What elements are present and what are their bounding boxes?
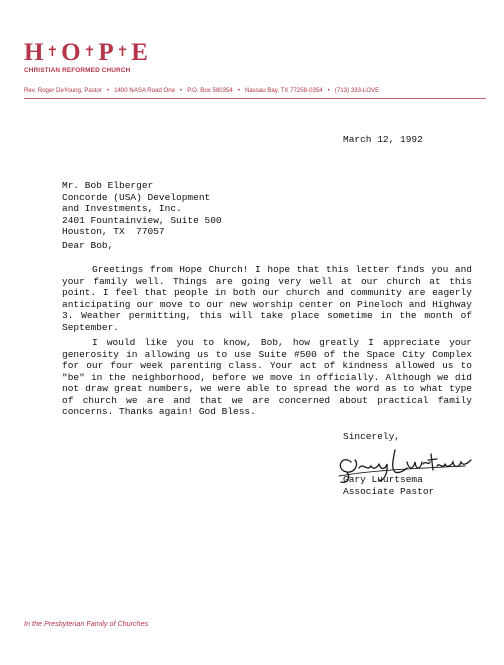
letter-date: March 12, 1992 xyxy=(343,134,423,145)
logo-letter-e: E xyxy=(131,39,148,66)
recipient-address xyxy=(62,180,222,238)
bullet-separator-icon: • xyxy=(327,87,330,94)
bullet-separator-icon: • xyxy=(237,87,240,94)
letterhead-contact-line xyxy=(24,87,486,94)
church-logo xyxy=(24,40,148,74)
cross-icon: ✝ xyxy=(46,45,59,60)
logo-wordmark xyxy=(24,40,148,66)
contact-pastor: Rev. Roger DeYoung, Pastor xyxy=(24,87,102,94)
contact-po-box: P.O. Box 580354 xyxy=(187,87,233,94)
closing: Sincerely, xyxy=(343,431,401,442)
letterhead-divider xyxy=(24,98,486,99)
signer-block xyxy=(343,474,434,497)
contact-street: 1400 NASA Road One xyxy=(114,87,176,94)
cross-icon: ✝ xyxy=(83,45,96,60)
logo-subtitle: CHRISTIAN REFORMED CHURCH xyxy=(24,67,131,74)
signer-name: Gary Luurtsema xyxy=(343,474,423,485)
body-paragraph: I would like you to know, Bob, how greatly I appreciate your generosity in allowing us to use Suite #500 of the Space City Complex for our four week parenting class. Your act of kindness allowed us to "be" in the neighborhood, before we move in officially. Although we did not draw great numbers, we were able to spread the word as to what type of church we are and that we are concerned about practical family concerns. Thanks again! God Bless. xyxy=(62,337,472,417)
bullet-separator-icon: • xyxy=(180,87,183,94)
logo-letter-h: H xyxy=(24,39,44,66)
recipient-line: 2401 Fountainview, Suite 500 xyxy=(62,214,222,226)
body-paragraph: Greetings from Hope Church! I hope that this letter finds you and your family well. Things are going very well at our church at this point. I feel that people in both our church and community are eagerly anticipating our move to our new worship center on Pineloch and Highway 3. Weather permitting, this will take place sometime in the month of September. xyxy=(62,264,472,333)
contact-phone: (713) 333-LOVE xyxy=(334,87,380,94)
recipient-line: Mr. Bob Elberger xyxy=(62,180,154,191)
cross-icon: ✝ xyxy=(116,45,129,60)
bullet-separator-icon: • xyxy=(106,87,110,94)
contact-city: Nassau Bay, TX 77258-0354 xyxy=(244,87,323,94)
letterhead-footer: In the Presbyterian Family of Churches xyxy=(24,619,149,628)
salutation: Dear Bob, xyxy=(62,240,114,251)
recipient-line: Concorde (USA) Development xyxy=(62,191,211,203)
logo-letter-p: P xyxy=(98,39,114,66)
signer-title: Associate Pastor xyxy=(343,485,435,497)
recipient-line: Houston, TX 77057 xyxy=(62,226,165,237)
recipient-line: and Investments, Inc. xyxy=(62,203,182,214)
logo-letter-o: O xyxy=(61,39,81,66)
